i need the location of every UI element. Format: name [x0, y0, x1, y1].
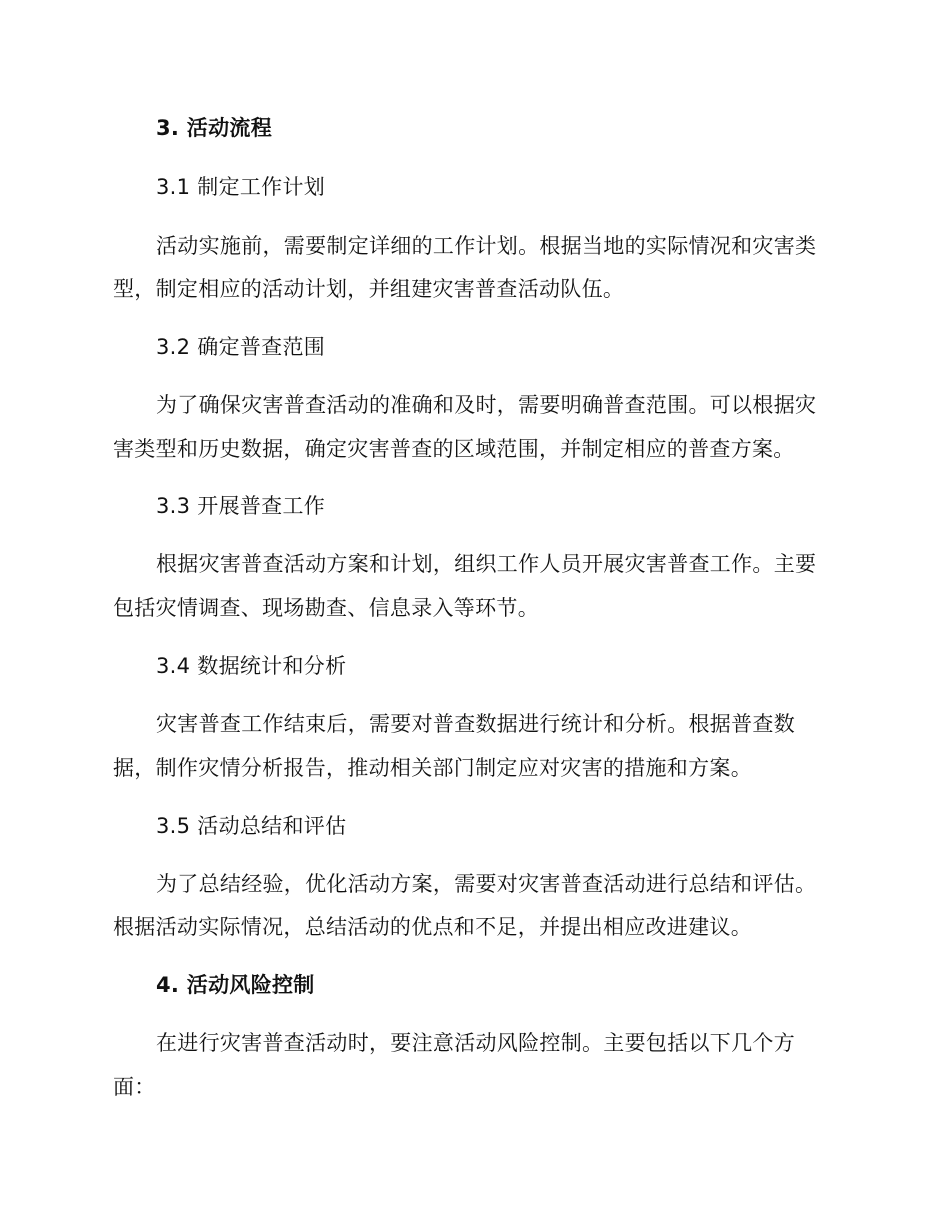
section-heading-4: 4. 活动风险控制 [156, 973, 315, 997]
subsection-title-3-2: 3.2 确定普查范围 [156, 335, 326, 359]
paragraph-line: 在进行灾害普查活动时，要注意活动风险控制。主要包括以下几个方 [156, 1031, 795, 1055]
paragraph-line: 为了总结经验，优化活动方案，需要对灾害普查活动进行总结和评估。 [156, 872, 817, 896]
paragraph-line: 根据活动实际情况，总结活动的优点和不足，并提出相应改进建议。 [113, 915, 752, 939]
subsection-title-3-3: 3.3 开展普查工作 [156, 494, 326, 518]
subsection-title-3-1: 3.1 制定工作计划 [156, 175, 326, 199]
subsection-title-3-5: 3.5 活动总结和评估 [156, 814, 347, 838]
paragraph-line: 根据灾害普查活动方案和计划，组织工作人员开展灾害普查工作。主要 [156, 552, 817, 576]
paragraph-line: 包括灾情调查、现场勘查、信息录入等环节。 [113, 596, 539, 620]
paragraph-line: 面： [113, 1075, 156, 1099]
paragraph-line: 灾害普查工作结束后，需要对普查数据进行统计和分析。根据普查数 [156, 712, 795, 736]
paragraph-line: 活动实施前，需要制定详细的工作计划。根据当地的实际情况和灾害类 [156, 234, 817, 258]
paragraph-line: 为了确保灾害普查活动的准确和及时，需要明确普查范围。可以根据灾 [156, 393, 817, 417]
paragraph-line: 据，制作灾情分析报告，推动相关部门制定应对灾害的措施和方案。 [113, 756, 752, 780]
paragraph-line: 型，制定相应的活动计划，并组建灾害普查活动队伍。 [113, 277, 625, 301]
paragraph-line: 害类型和历史数据，确定灾害普查的区域范围，并制定相应的普查方案。 [113, 437, 795, 461]
section-heading-3: 3. 活动流程 [156, 116, 272, 140]
subsection-title-3-4: 3.4 数据统计和分析 [156, 654, 347, 678]
